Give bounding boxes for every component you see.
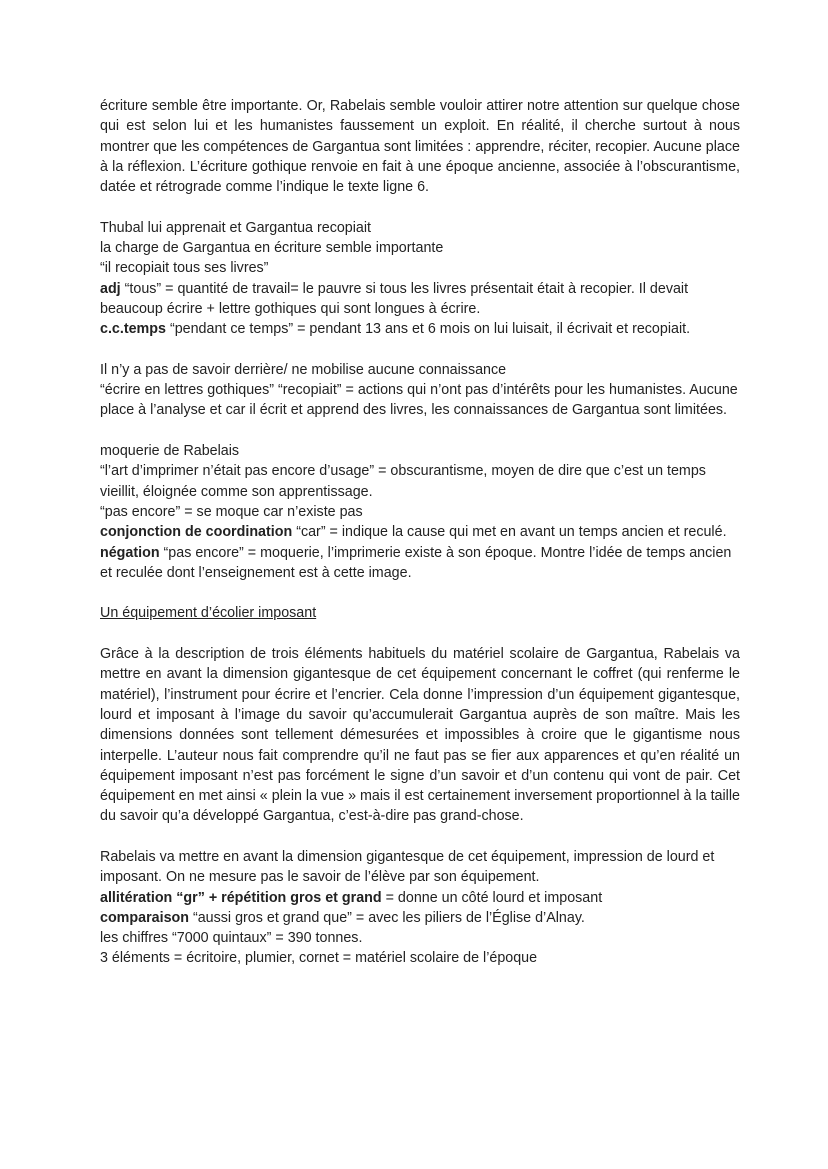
term-allitteration: allitération “gr” + répétition gros et grand <box>100 889 382 906</box>
note-line: la charge de Gargantua en écriture semble importante <box>100 240 444 257</box>
note-line: “l’art d’imprimer n’était pas encore d’usage” = obscurantisme, moyen de dire que c’est un temps vieillit, éloignée comme son apprentissage. <box>100 463 706 500</box>
spacer <box>100 197 740 217</box>
note-comp-text: “aussi gros et grand que” = avec les piliers de l’Église d’Alnay. <box>189 909 585 926</box>
term-negation: négation <box>100 544 160 561</box>
note-cc-temps <box>100 319 740 339</box>
document-body <box>100 96 740 969</box>
section-heading: Un équipement d’écolier imposant <box>100 605 317 622</box>
note-comparaison <box>100 908 740 928</box>
note-line: “écrire en lettres gothiques” “recopiait” = actions qui n’ont pas d’intérêts pour les humanistes. Aucune place à l’analyse et car il écrit et apprend des livres, les connaissances de Gargantua sont limitées. <box>100 382 738 419</box>
note-allitteration <box>100 888 740 908</box>
spacer <box>100 340 740 360</box>
note-line: “il recopiait tous ses livres” <box>100 260 269 277</box>
notes-block-1 <box>100 218 740 340</box>
term-adj: adj <box>100 280 121 297</box>
note-line: moquerie de Rabelais <box>100 443 240 460</box>
spacer <box>100 421 740 441</box>
paragraph-intro: écriture semble être importante. Or, Rabelais semble vouloir attirer notre attention sur quelque chose qui est selon lui et les humanistes faussement un exploit. En réalité, il cherche surtout à nous montrer que les compétences de Gargantua sont limitées : apprendre, réciter, recopier. Aucune place à la réflexion. L’écriture gothique renvoie en fait à une époque ancienne, associée à l’obscurantisme, datée et rétrograde comme l’indique le texte ligne 6. <box>100 98 740 196</box>
note-line: “pas encore” = se moque car n’existe pas <box>100 503 363 520</box>
note-line: Thubal lui apprenait et Gargantua recopiait <box>100 219 372 236</box>
note-line: 3 éléments = écritoire, plumier, cornet = matériel scolaire de l’époque <box>100 950 538 967</box>
note-line: Rabelais va mettre en avant la dimension gigantesque de cet équipement, impression de lourd et imposant. On ne mesure pas le savoir de l’élève par son équipement. <box>100 848 715 886</box>
note-line: Il n’y a pas de savoir derrière/ ne mobilise aucune connaissance <box>100 361 507 378</box>
note-neg-text: “pas encore” = moquerie, l’imprimerie existe à son époque. Montre l’idée de temps ancien et reculée dont l’enseignement est à cette image. <box>100 544 732 581</box>
note-adj <box>100 279 740 320</box>
term-conjonction: conjonction de coordination <box>100 524 293 541</box>
note-conjonction <box>100 522 740 542</box>
note-adj-text: “tous” = quantité de travail= le pauvre si tous les livres présentait était à recopier. Il devait beaucoup écrire + lettre gothiques qui sont longues à écrire. <box>100 280 689 317</box>
term-comparaison: comparaison <box>100 909 189 926</box>
note-allit-text: = donne un côté lourd et imposant <box>381 889 603 906</box>
paragraph-equipment: Grâce à la description de trois éléments habituels du matériel scolaire de Gargantua, Rabelais va mettre en avant la dimension gigantesque de cet équipement concernant le coffret (qui renferme le matériel), l’instrument pour écrire et l’encrier. Cela donne l’impression d’un équipement gigantesque, lourd et imposant à l’image du savoir qu’accumulerait Gargantua auprès de son maître. Mais les dimensions données sont tellement démesurées et impossibles à croire que le gigantisme nous interpelle. L’auteur nous fait comprendre qu’il ne faut pas se fier aux apparences et qu’en réalité un équipement imposant n’est pas forcément le signe d’un savoir et d’un contenu qui vont de pair. Cet équipement en met ainsi « plein la vue » mais il est certainement inversement proportionnel à la taille du savoir qu’a développé Gargantua, c’est-à-dire pas grand-chose. <box>100 646 740 825</box>
note-line: les chiffres “7000 quintaux” = 390 tonnes. <box>100 930 363 947</box>
spacer <box>100 827 740 847</box>
term-cc-temps: c.c.temps <box>100 321 166 338</box>
note-negation <box>100 543 740 584</box>
note-conj-text: “car” = indique la cause qui met en avant un temps ancien et reculé. <box>292 524 727 541</box>
spacer <box>100 583 740 603</box>
notes-block-2 <box>100 360 740 421</box>
spacer <box>100 624 740 644</box>
note-cc-text: “pendant ce temps” = pendant 13 ans et 6 mois on lui luisait, il écrivait et recopiait. <box>165 321 691 338</box>
notes-block-4 <box>100 847 740 969</box>
notes-block-3 <box>100 441 740 583</box>
